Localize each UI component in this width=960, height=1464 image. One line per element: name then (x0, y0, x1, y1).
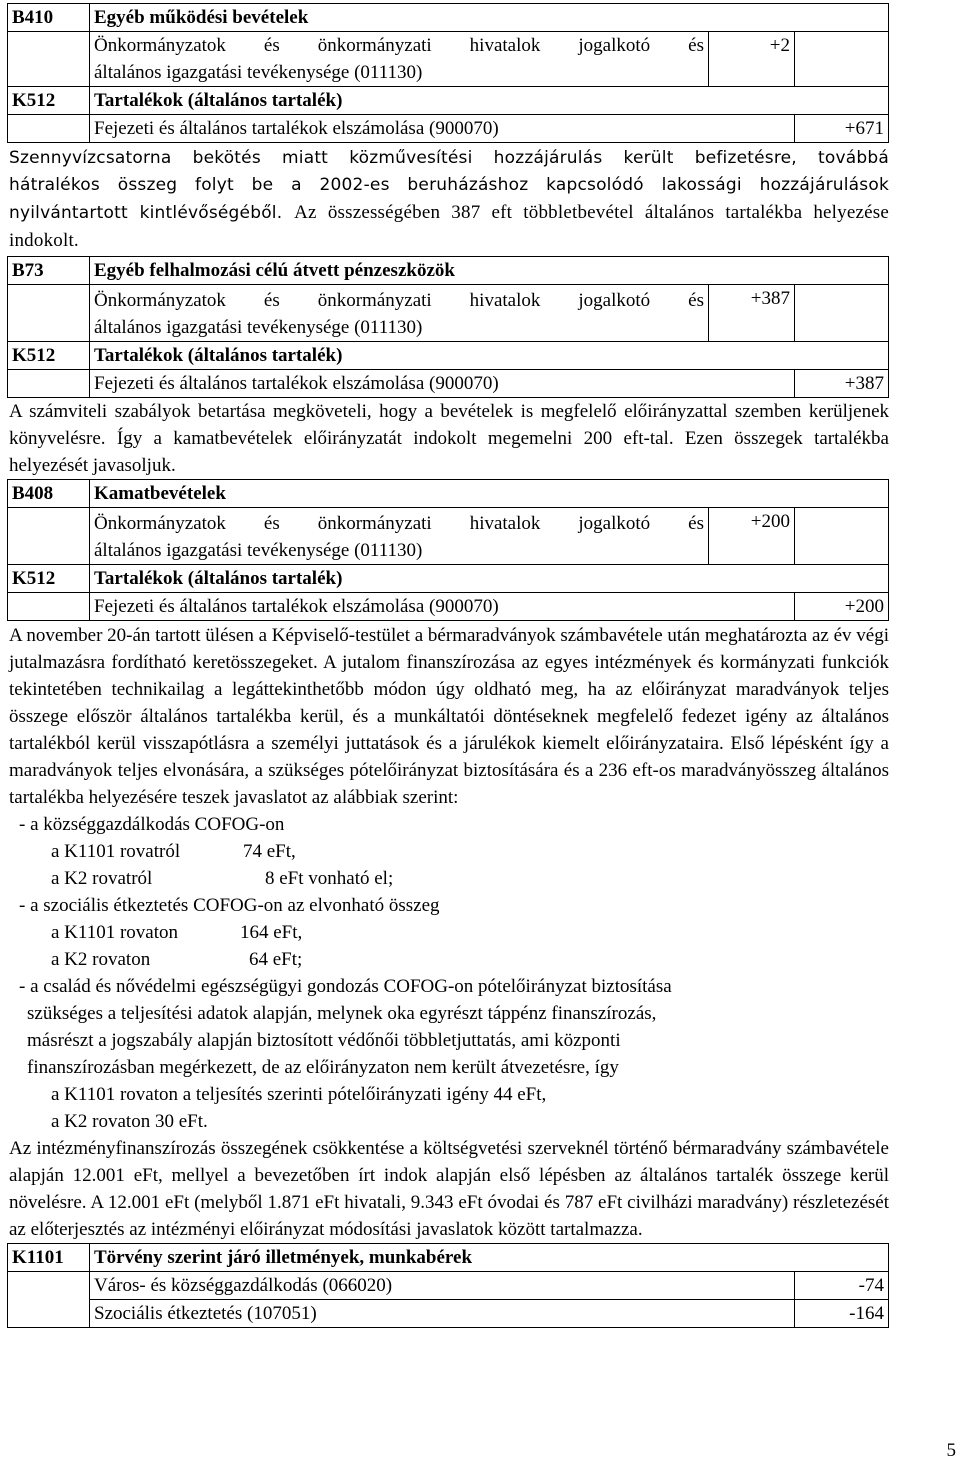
list-subitem: a K2 rovaton 64 eFt; (51, 949, 303, 970)
row-desc: Szociális étkeztetés (107051) (90, 1300, 795, 1328)
row-desc: Önkormányzatok és önkormányzati hivatalok jogalkotó és általános igazgatási tevékenysége (011130) (90, 285, 709, 342)
row-amount: +387 (708, 285, 794, 342)
row-title: Tartalékok (általános tartalék) (90, 565, 889, 593)
row-title: Egyéb felhalmozási célú átvett pénzeszközök (90, 257, 889, 285)
paragraph-2: A számviteli szabályok betartása megköveteli, hogy a bevételek is megfelelő előirányzattal szemben kerüljenek könyvelésre. Így a kamatbevételek előirányzatát indokolt megemelni 200 eft-tal. Ezen összegek tartalékba helyezését javasoljuk. (9, 401, 889, 476)
row-title: Tartalékok (általános tartalék) (90, 87, 889, 115)
row-desc: Önkormányzatok és önkormányzati hivatalok jogalkotó és általános igazgatási tevékenysége (011130) (90, 32, 709, 87)
document-page (7, 3, 889, 1328)
row-amount: +2 (708, 32, 794, 87)
row-amount: -74 (795, 1272, 889, 1300)
budget-table-k1101 (7, 1243, 889, 1328)
row-desc: Fejezeti és általános tartalékok elszámolása (900070) (90, 370, 795, 398)
paragraph-1: Szennyvízcsatorna bekötés miatt közművesítési hozzájárulás került befizetésre, továbbá hátralékos összeg folyt be a 2002-es beruházáshoz kapcsolódó lakossági hozzájárulások nyilvántartott kintlévőségéből. Az összességében 387 eft többletbevétel általános tartalékba helyezése indokolt. (9, 148, 889, 251)
row-title: Törvény szerint járó illetmények, munkabérek (90, 1244, 889, 1272)
list-item: - a család és nővédelmi egészségügyi gondozás COFOG-on pótelőirányzat biztosítása (19, 976, 672, 997)
row-code: B408 (8, 480, 90, 508)
row-title: Tartalékok (általános tartalék) (90, 342, 889, 370)
row-title: Egyéb működési bevételek (90, 4, 889, 32)
row-title: Kamatbevételek (90, 480, 889, 508)
list-subitem: a K1101 rovatról 74 eFt, (51, 841, 296, 862)
page-number: 5 (946, 1440, 956, 1461)
row-code: K512 (8, 87, 90, 115)
row-code: B410 (8, 4, 90, 32)
list-subitem: a K1101 rovaton a teljesítés szerinti pótelőirányzati igény 44 eFt, (51, 1084, 547, 1105)
list-subitem: a K1101 rovaton 164 eFt, (51, 922, 303, 943)
list-item: - a szociális étkeztetés COFOG-on az elvonható összeg (19, 895, 440, 916)
budget-table-b408 (7, 479, 889, 621)
list-item-cont: másrészt a jogszabály alapján biztosított védőnői többletjuttatás, ami központi (27, 1030, 621, 1051)
row-desc: Fejezeti és általános tartalékok elszámolása (900070) (90, 593, 795, 621)
reallocation-list (7, 811, 889, 1135)
row-code: K1101 (8, 1244, 90, 1272)
row-code: K512 (8, 565, 90, 593)
list-item: - a községgazdálkodás COFOG-on (19, 814, 285, 835)
paragraph-4: Az intézményfinanszírozás összegének csökkentése a költségvetési szerveknél történő bérmaradvány számbavétele alapján 12.001 eFt, mellyel a bevezetőben írt indok alapján első lépésben az általános tartalék összege kerül növelésre. A 12.001 eFt (melyből 1.871 eFt hivatali, 9.343 eFt óvodai és 787 eFt civilházi maradvány) részletezését az előterjesztés az intézményi előirányzat módosítási javaslatok között tartalmazza. (9, 1138, 889, 1240)
row-desc: Város- és községgazdálkodás (066020) (90, 1272, 795, 1300)
list-item-cont: finanszírozásban megérkezett, de az előirányzaton nem került átvezetésre, így (27, 1057, 619, 1078)
row-amount: +200 (709, 508, 795, 565)
row-code: B73 (8, 257, 90, 285)
paragraph-3: A november 20-án tartott ülésen a Képviselő-testület a bérmaradványok számbavétele után meghatározta az év végi jutalmazásra fordítható keretösszegeket. A jutalom finanszírozása az egyes intézmények és kormányzati funkciók tekintetében technikailag a legáttekinthetőbb módon úgy oldható meg, ha az előirányzat maradványok teljes összege először általános tartalékba kerül, és a munkáltatói döntéseknek megfelelő fedezet igény az általános tartalékból kerül visszapótlásra a személyi juttatások és a járulékok kiemelt előirányzataira. Első lépésként így a maradványok teljes elvonására, a szükséges pótelőirányzat biztosítására és a 236 eft-os maradványösszeg általános tartalékba helyezésére teszek javaslatot az alábbiak szerint: (9, 625, 889, 808)
row-amount: +387 (794, 370, 888, 398)
row-amount: -164 (795, 1300, 889, 1328)
row-amount: +200 (795, 593, 889, 621)
list-subitem: a K2 rovaton 30 eFt. (51, 1111, 208, 1132)
list-item-cont: szükséges a teljesítési adatok alapján, melynek oka egyrészt táppénz finanszírozás, (27, 1003, 657, 1024)
budget-table-b73 (7, 256, 889, 398)
row-desc: Fejezeti és általános tartalékok elszámolása (900070) (90, 115, 795, 143)
row-code: K512 (8, 342, 90, 370)
list-subitem: a K2 rovatról 8 eFt vonható el; (51, 868, 394, 889)
budget-table-b410 (7, 3, 889, 143)
row-amount: +671 (794, 115, 888, 143)
row-desc: Önkormányzatok és önkormányzati hivatalok jogalkotó és általános igazgatási tevékenysége (011130) (90, 508, 709, 565)
